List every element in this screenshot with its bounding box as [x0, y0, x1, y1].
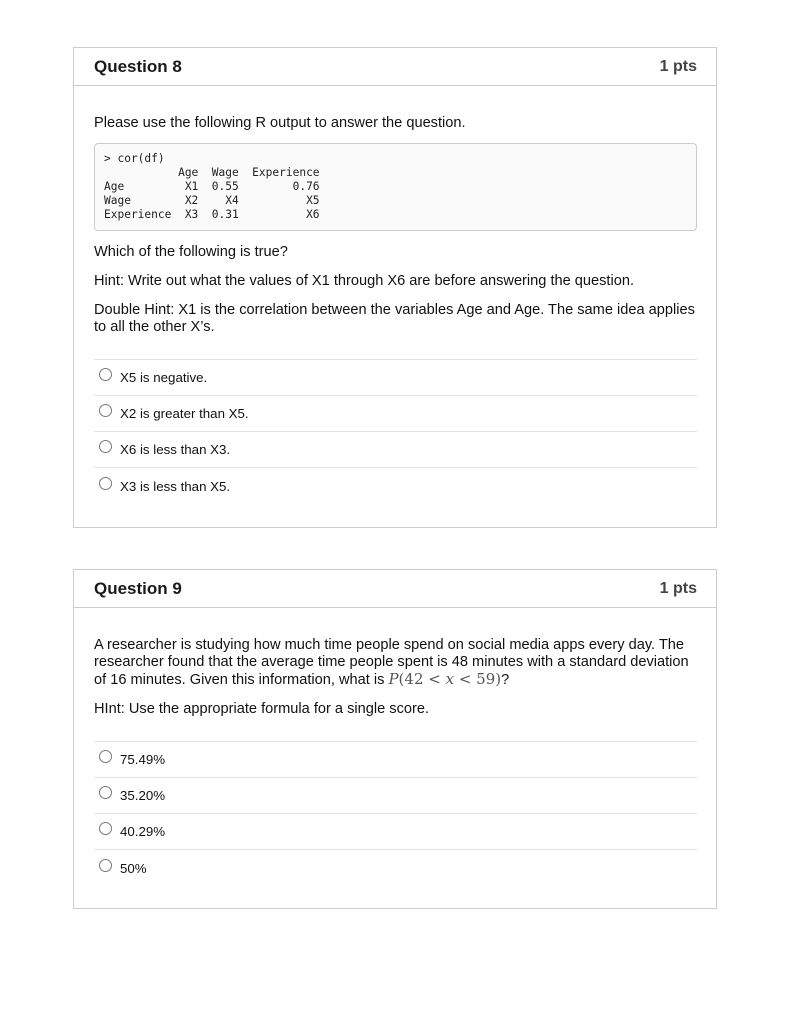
- answer-option[interactable]: [94, 396, 697, 432]
- answer-option[interactable]: [94, 468, 697, 504]
- radio-button[interactable]: [99, 440, 112, 453]
- answer-option[interactable]: [94, 742, 697, 778]
- radio-button[interactable]: [99, 404, 112, 417]
- question-8-card: [73, 47, 717, 528]
- question-title: Question 8: [94, 56, 182, 76]
- question-title: Question 9: [94, 578, 182, 598]
- answer-label: 40.29%: [120, 824, 166, 839]
- radio-button[interactable]: [99, 750, 112, 763]
- question-9-card: [73, 569, 717, 909]
- answer-list: [94, 359, 697, 504]
- question-points: 1 pts: [659, 579, 697, 597]
- answer-label: X2 is greater than X5.: [120, 406, 249, 421]
- question-text-body: A researcher is studying how much time people spend on social media apps every day. The researcher found that the average time people spent is 48 minutes with a standard deviation of 16 minutes. Given this information, what is: [94, 637, 689, 688]
- answer-option[interactable]: [94, 360, 697, 396]
- math-open: (42 <: [398, 670, 446, 688]
- math-p: P: [388, 670, 399, 688]
- radio-button[interactable]: [99, 786, 112, 799]
- question-hint: Hint: Write out what the values of X1 through X6 are before answering the question.: [94, 273, 635, 289]
- question-points: 1 pts: [659, 57, 697, 75]
- answer-label: 35.20%: [120, 788, 166, 803]
- answer-option[interactable]: [94, 850, 697, 886]
- answer-option[interactable]: [94, 778, 697, 814]
- question-mark: ?: [501, 672, 510, 688]
- radio-button[interactable]: [99, 859, 112, 872]
- answer-label: X5 is negative.: [120, 370, 208, 385]
- question-intro: Please use the following R output to answer the question.: [94, 115, 466, 131]
- question-header: [74, 570, 716, 608]
- question-double-hint: Double Hint: X1 is the correlation between the variables Age and Age. The same idea applies to all the other X’s.: [94, 302, 695, 335]
- math-close: < 59): [454, 670, 502, 688]
- r-output-code-block: > cor(df) Age Wage Experience Age X1 0.55 0.76 Wage X2 X4 X5 Experience X3 0.31 X6: [94, 143, 697, 231]
- question-body: [74, 86, 716, 504]
- answer-label: X3 is less than X5.: [120, 478, 231, 494]
- answer-option[interactable]: [94, 814, 697, 850]
- answer-label: X6 is less than X3.: [120, 442, 231, 457]
- radio-button[interactable]: [99, 368, 112, 381]
- answer-label: 50%: [120, 860, 147, 876]
- radio-button[interactable]: [99, 822, 112, 835]
- answer-option[interactable]: [94, 432, 697, 468]
- answer-list: [94, 741, 697, 886]
- math-x: x: [445, 670, 455, 688]
- question-body: [74, 608, 716, 886]
- question-text: [94, 637, 697, 689]
- radio-button[interactable]: [99, 477, 112, 490]
- answer-label: 75.49%: [120, 752, 166, 767]
- question-hint: HInt: Use the appropriate formula for a single score.: [94, 701, 430, 717]
- question-prompt: Which of the following is true?: [94, 244, 288, 260]
- question-header: [74, 48, 716, 86]
- probability-expression: [388, 670, 501, 688]
